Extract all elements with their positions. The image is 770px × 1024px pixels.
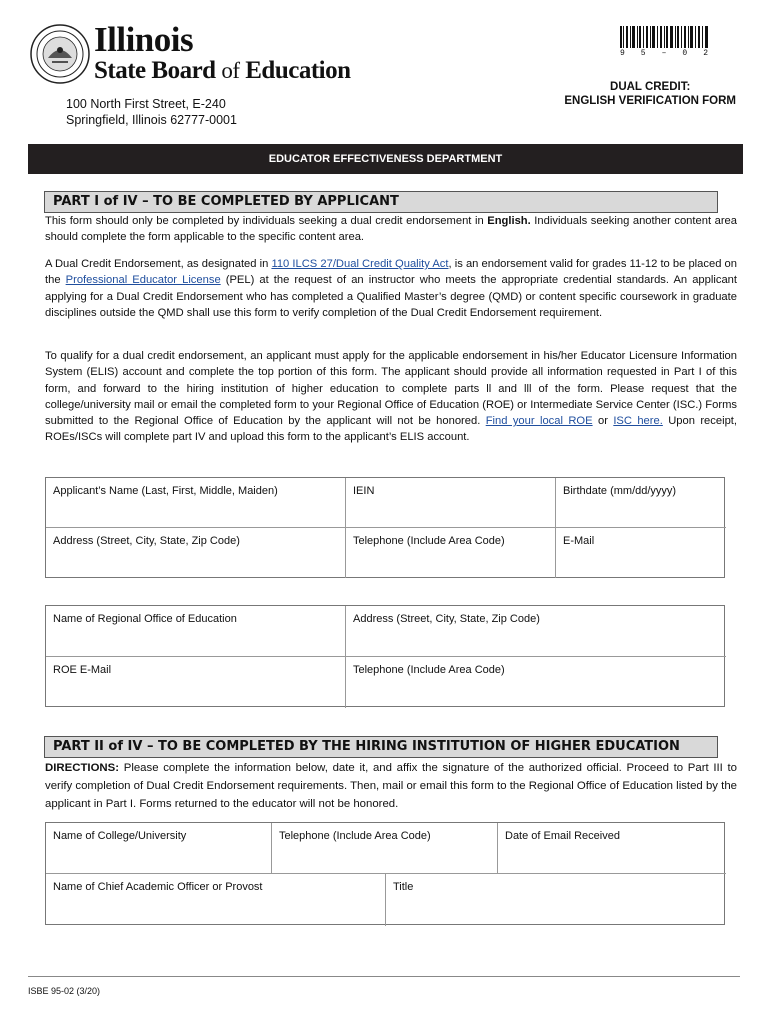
applicant-info-table [45, 477, 725, 578]
part1-paragraph-3: To qualify for a dual credit endorsement, an applicant must apply for the applicable endorsement in his/her Educator Licensure Information System (ELIS) account and complete the top portion of this form. The applicant should provide all information requested in Part I of this form, and forward to the hiring institution of higher education to complete parts ll and lll of the form. Please request that the college/university mail or email the completed form to your Regional Office of Education (ROE) or Intermediate Service Center (ISC.) Forms submitted to the Regional Office of Education by the applicant will not be honored. Find your local ROE or ISC here. Upon receipt, ROEs/ISCs will complete part IV and upload this form to the applicant’s ELIS account. [45, 350, 738, 444]
form-footer-id: ISBE 95-02 (3/20) [28, 986, 101, 996]
form-title: DUAL CREDIT: ENGLISH VERIFICATION FORM [564, 81, 736, 107]
part1-heading: PART I of IV – TO BE COMPLETED BY APPLICANT [44, 191, 718, 213]
barcode-icon [620, 26, 708, 48]
applicant-address-field[interactable]: Address (Street, City, State, Zip Code) [46, 528, 346, 578]
professional-educator-license-link[interactable]: Professional Educator License [65, 274, 221, 287]
institution-telephone-field[interactable]: Telephone (Include Area Code) [272, 823, 498, 874]
roe-address-field[interactable]: Address (Street, City, State, Zip Code) [346, 606, 726, 657]
applicant-telephone-field[interactable]: Telephone (Include Area Code) [346, 528, 556, 578]
iein-field[interactable]: IEIN [346, 478, 556, 528]
agency-address: 100 North First Street, E-240 Springfield, Illinois 62777-0001 [66, 97, 237, 127]
date-email-received-field[interactable]: Date of Email Received [498, 823, 726, 874]
footer-divider [28, 976, 740, 977]
illinois-state-seal-icon [30, 24, 90, 84]
college-name-field[interactable]: Name of College/University [46, 823, 272, 874]
officer-row [46, 874, 726, 926]
form-number: 9 5 – 0 2 [620, 49, 708, 58]
isc-here-link[interactable]: ISC here. [613, 415, 663, 428]
roe-info-table [45, 605, 725, 707]
part2-directions: DIRECTIONS: Please complete the information below, date it, and affix the signature of the authorized official. Proceed to Part III to verify completion of Dual Credit Endorsement requirements. Then, mail or email this form to the Regional Office of Education listed by the applicant in Part I. Forms returned to the educator will not be honored. [45, 762, 737, 810]
brand-state-board-of-education: State Board of Education [94, 57, 351, 84]
part1-paragraph-1: This form should only be completed by individuals seeking a dual credit endorsement in English. Individuals seeking another content area should complete the form applicable to the specific content area. [45, 215, 737, 244]
roe-email-field[interactable]: ROE E-Mail [46, 657, 346, 708]
chief-academic-officer-field[interactable]: Name of Chief Academic Officer or Provost [46, 874, 386, 926]
part1-paragraph-2: A Dual Credit Endorsement, as designated in 110 ILCS 27/Dual Credit Quality Act, is an endorsement valid for grades 11-12 to be placed on the Professional Educator License (PEL) at the request of an instructor who meets the appropriate credential standards. An applicant applying for a Dual Credit Endorsement who has completed a Qualified Master’s degree (QMD) or content specific coursework in graduate disciplines outside the QMD shall use this form to verify completion of the Dual Credit Endorsement requirement. [45, 258, 737, 319]
roe-telephone-field[interactable]: Telephone (Include Area Code) [353, 664, 505, 676]
officer-title-field[interactable]: Title [393, 881, 414, 893]
birthdate-field[interactable]: Birthdate (mm/dd/yyyy) [556, 478, 726, 528]
roe-name-field[interactable]: Name of Regional Office of Education [46, 606, 346, 657]
applicant-email-field[interactable]: E-Mail [563, 535, 595, 547]
institution-info-table [45, 822, 725, 925]
applicant-name-field[interactable]: Applicant’s Name (Last, First, Middle, Maiden) [46, 478, 346, 528]
find-local-roe-link[interactable]: Find your local ROE [485, 415, 593, 428]
part2-heading: PART II of IV – TO BE COMPLETED BY THE HIRING INSTITUTION OF HIGHER EDUCATION [44, 736, 718, 758]
brand-illinois: Illinois [94, 20, 194, 59]
department-banner: EDUCATOR EFFECTIVENESS DEPARTMENT [28, 144, 743, 174]
dual-credit-act-link[interactable]: 110 ILCS 27/Dual Credit Quality Act [271, 258, 449, 270]
